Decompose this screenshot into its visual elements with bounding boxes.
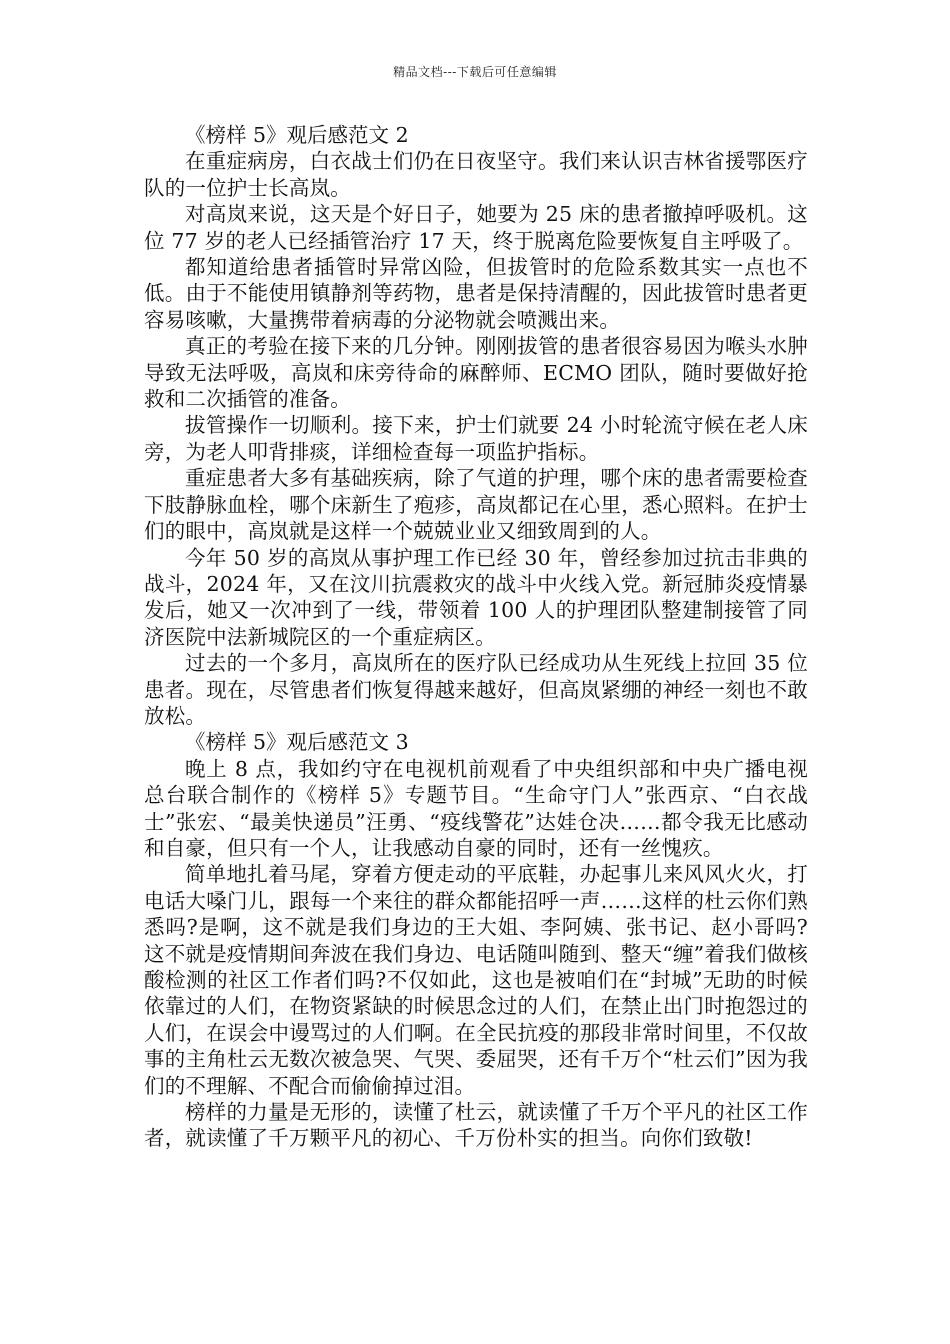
paragraph: 过去的一个多月，高岚所在的医疗队已经成功从生死线上拉回 35 位患者。现在，尽管患者们恢复得越来越好，但高岚紧绷的神经一刻也不敢放松。 (144, 651, 808, 728)
paragraph: 重症患者大多有基础疾病，除了气道的护理，哪个床的患者需要检查下肢静脉血栓，哪个床新生了疱疹，高岚都记在心里，悉心照料。在护士们的眼中，高岚就是这样一个兢兢业业又细致周到的人。 (144, 466, 808, 544)
page-header: 精品文档---下载后可任意编辑 (393, 65, 557, 79)
paragraph: 简单地扎着马尾，穿着方便走动的平底鞋，办起事儿来风风火火，打电话大嗓门儿，跟每一个来往的群众都能招呼一声……这样的杜云你们熟悉吗?是啊，这不就是我们身边的王大姐、李阿姨、张书记、赵小哥吗?这不就是疫情期间奔波在我们身边、电话随叫随到、整天“缠”着我们做核酸检测的社区工作者们吗?不仅如此，这也是被咱们在“封城”无助的时候依靠过的人们，在物资紧缺的时候思念过的人们，在禁止出门时抱怨过的人们，在误会中谩骂过的人们啊。在全民抗疫的那段非常时间里，不仅故事的主角杜云无数次被急哭、气哭、委屈哭，还有千万个“杜云们”因为我们的不理解、不配合而偷偷掉过泪。 (144, 862, 808, 1098)
paragraph: 对高岚来说，这天是个好日子，她要为 25 床的患者撤掉呼吸机。这位 77 岁的老人已经插管治疗 17 天，终于脱离危险要恢复自主呼吸了。 (144, 202, 808, 253)
paragraph: 今年 50 岁的高岚从事护理工作已经 30 年，曾经参加过抗击非典的战斗，2024 年，又在汶川抗震救灾的战斗中火线入党。新冠肺炎疫情暴发后，她又一次冲到了一线，带领着 100 人的护理团队整建制接管了同济医院中法新城院区的一个重症病区。 (144, 545, 808, 649)
paragraph: 晚上 8 点，我如约守在电视机前观看了中央组织部和中央广播电视总台联合制作的《榜样 5》专题节目。“生命守门人”张西京、“白衣战士”张宏、“最美快递员”汪勇、“疫线警花”达娃仓决……都令我无比感动和自豪，但只有一个人，让我感动自豪的同时，还有一丝愧疚。 (144, 756, 808, 860)
paragraph: 真正的考验在接下来的几分钟。刚刚拔管的患者很容易因为喉头水肿导致无法呼吸，高岚和床旁待命的麻醉师、ECMO 团队，随时要做好抢救和二次插管的准备。 (144, 334, 808, 412)
paragraph: 都知道给患者插管时异常凶险，但拔管时的危险系数其实一点也不低。由于不能使用镇静剂等药物，患者是保持清醒的，因此拔管时患者更容易咳嗽，大量携带着病毒的分泌物就会喷溅出来。 (144, 255, 808, 332)
paragraph: 在重症病房，白衣战士们仍在日夜坚守。我们来认识吉林省援鄂医疗队的一位护士长高岚。 (144, 149, 808, 200)
document-body (144, 122, 808, 1152)
section-3-title: 《榜样 5》观后感范文 3 (185, 730, 409, 755)
section-2-title: 《榜样 5》观后感范文 2 (185, 123, 409, 147)
paragraph: 榜样的力量是无形的，读懂了杜云，就读懂了千万个平凡的社区工作者，就读懂了千万颗平凡的初心、千万份朴实的担当。向你们致敬! (144, 1100, 808, 1151)
paragraph: 拔管操作一切顺利。接下来，护士们就要 24 小时轮流守候在老人床旁，为老人叩背排痰，详细检查每一项监护指标。 (144, 413, 808, 464)
